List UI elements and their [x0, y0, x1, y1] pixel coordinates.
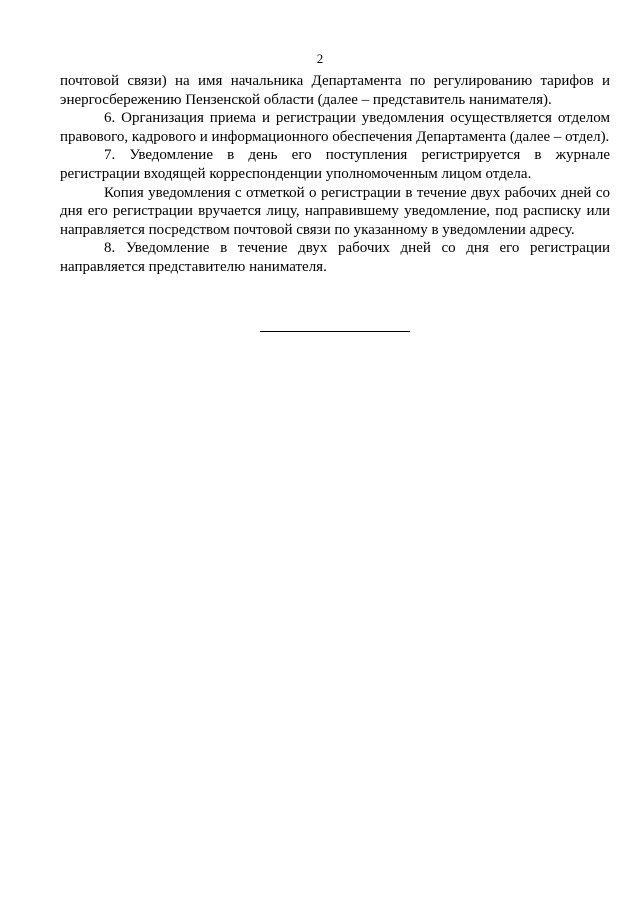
page-number: 2: [316, 51, 324, 66]
paragraph-item-7: 7. Уведомление в день его поступления регистрируется в журнале регистрации входящей корреспонденции уполномоченным лицом отдела.: [60, 147, 610, 182]
end-separator-line: [260, 331, 410, 332]
paragraph-item-8: 8. Уведомление в течение двух рабочих дней со дня его регистрации направляется представителю нанимателя.: [60, 240, 610, 275]
paragraph-item-6: 6. Организация приема и регистрации уведомления осуществляется отделом правового, кадрового и информационного обеспечения Департамента (далее – отдел).: [60, 110, 610, 145]
paragraph-continuation: почтовой связи) на имя начальника Департамента по регулированию тарифов и энергосбережению Пензенской области (далее – представитель нанимателя).: [60, 73, 610, 108]
paragraph-copy-notice: Копия уведомления с отметкой о регистрации в течение двух рабочих дней со дня его регистрации вручается лицу, направившему уведомление, под расписку или направляется посредством почтовой связи по указанному в уведомлении адресу.: [60, 184, 610, 238]
document-body: [60, 72, 610, 277]
